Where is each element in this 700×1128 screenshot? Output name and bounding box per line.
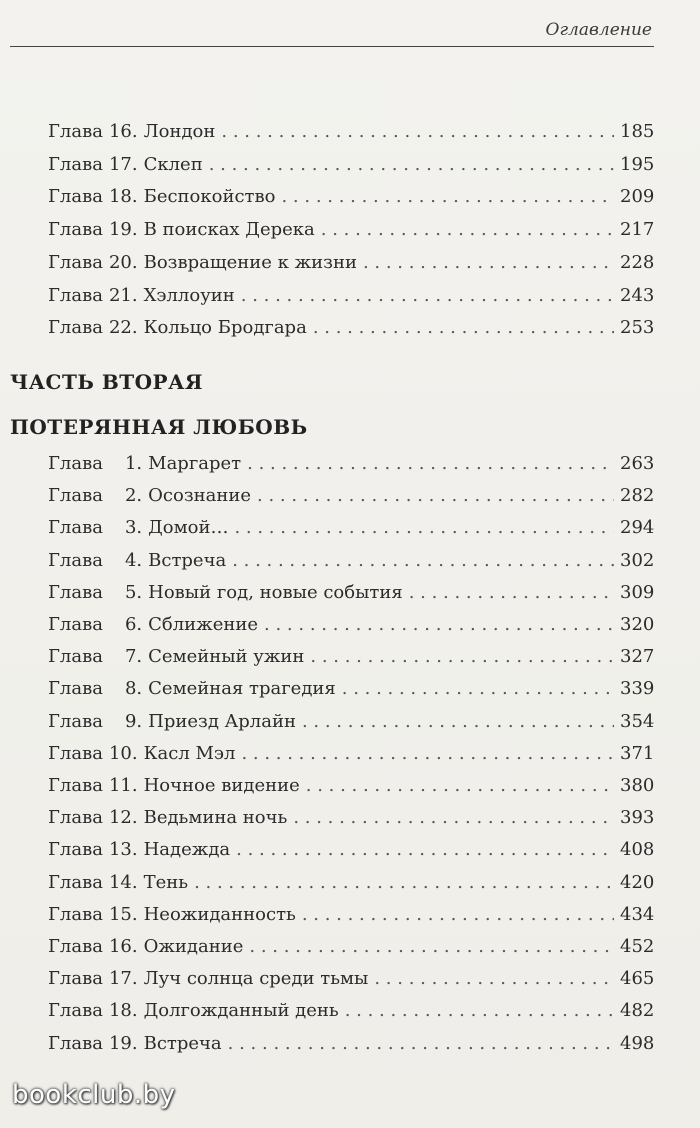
toc-entry [48,214,654,246]
leader-dots [257,480,614,512]
chapter-title [48,181,281,213]
chapter-name: Сближение [148,614,259,635]
page-number: 434 [620,903,655,925]
page-number: 294 [620,517,655,539]
chapter-word: Глава [48,549,103,571]
page-number: 408 [620,839,655,861]
chapter-word: Глава [48,251,103,273]
page-number: 327 [620,646,655,668]
chapter-title [48,995,345,1027]
leader-dots [345,995,614,1027]
chapter-name: Тень [143,871,189,893]
watermark-logo: bookclub.by [12,1080,176,1110]
chapter-name: Встреча [143,1032,222,1054]
chapter-number: 17. [108,968,138,990]
page-number: 482 [620,1000,655,1022]
chapter-word: Глава [48,968,103,990]
page-number: 339 [620,678,655,700]
chapter-title [48,802,293,834]
toc-entry [48,512,654,544]
page-number: 243 [620,284,655,306]
chapter-title [48,706,302,738]
page-number: 263 [620,453,655,474]
chapter-word: Глава [48,186,103,208]
chapter-title [48,280,241,312]
chapter-name: Возвращение к жизни [143,251,357,273]
chapter-word: Глава [48,121,103,142]
toc-entry [48,116,654,148]
chapter-number: 20. [108,251,138,273]
chapter-title [48,247,363,279]
page-number: 253 [620,317,655,339]
chapter-title [48,480,257,512]
chapter-word: Глава [48,936,103,957]
page-number: 420 [620,871,655,893]
chapter-number: 11. [108,775,138,796]
toc-entry [48,1028,654,1060]
chapter-name: Хэллоуин [143,284,235,306]
toc-entry [48,802,654,834]
chapter-number: 3. [124,517,143,539]
leader-dots [228,1028,614,1060]
leader-dots [281,181,614,213]
chapter-word: Глава [48,153,103,175]
chapter-name: Кольцо Бродгара [143,317,307,339]
chapter-name: Ведьмина ночь [143,807,288,829]
leader-dots [321,214,614,246]
toc-entry [48,867,654,899]
chapter-number: 13. [108,839,138,861]
page-number: 309 [620,581,655,603]
leader-dots [221,116,614,148]
chapter-number: 19. [108,219,138,241]
toc-entry [48,706,654,738]
page-number: 371 [620,742,655,764]
toc-entry [48,545,654,577]
chapter-name: Приезд Арлайн [148,710,296,732]
page-number: 465 [620,968,655,990]
toc-entry [48,738,654,770]
toc-entry [48,609,654,641]
chapter-word: Глава [48,775,103,796]
leader-dots [194,867,614,899]
toc-entry [48,931,654,963]
chapter-name: Встреча [148,549,227,571]
page-number: 380 [620,775,655,796]
toc-entry [48,280,654,312]
chapter-word: Глава [48,903,103,925]
toc-entry [48,963,654,995]
page-number: 302 [620,549,655,571]
page-number: 393 [620,807,655,829]
chapter-number: 16. [108,936,138,957]
header-rule [10,46,654,47]
toc-entry [48,480,654,512]
leader-dots [241,738,614,770]
toc-entry [48,247,654,279]
chapter-title [48,641,310,673]
toc-entry [48,673,654,705]
chapter-name: Новый год, новые события [148,581,403,603]
chapter-word: Глава [48,646,103,668]
chapter-number: 4. [124,549,143,571]
toc-entry [48,577,654,609]
chapter-number: 10. [108,742,138,764]
chapter-number: 14. [108,871,138,893]
part-two-heading-line2: ПОТЕРЯННАЯ ЛЮБОВЬ [10,415,308,439]
chapter-number: 16. [108,121,138,142]
chapter-title [48,931,249,963]
leader-dots [302,706,614,738]
chapter-number: 12. [108,807,138,829]
leader-dots [306,770,614,802]
leader-dots [310,641,614,673]
chapter-word: Глава [48,1000,103,1022]
chapter-name: Домой… [148,517,229,539]
toc-entry [48,448,654,480]
leader-dots [249,931,614,963]
chapter-word: Глава [48,678,103,700]
leader-dots [209,149,614,181]
page-number: 217 [620,219,655,241]
chapter-number: 19. [108,1032,138,1054]
chapter-title [48,673,342,705]
page-number: 185 [620,121,655,142]
chapter-title [48,963,374,995]
chapter-number: 6. [124,614,143,635]
page-number: 320 [620,614,655,635]
leader-dots [302,899,614,931]
chapter-title [48,1028,228,1060]
page-number: 498 [620,1032,655,1054]
chapter-number: 7. [124,646,143,668]
toc-entry [48,312,654,344]
chapter-number: 21. [108,284,138,306]
chapter-name: Неожиданность [143,903,296,925]
chapter-title [48,770,306,802]
chapter-name: Склеп [143,153,203,175]
toc-entry [48,899,654,931]
chapter-word: Глава [48,581,103,603]
leader-dots [247,448,614,480]
chapter-name: Беспокойство [143,186,276,208]
chapter-number: 18. [108,186,138,208]
leader-dots [409,577,614,609]
chapter-word: Глава [48,710,103,732]
chapter-word: Глава [48,284,103,306]
chapter-number: 18. [108,1000,138,1022]
chapter-word: Глава [48,1032,103,1054]
chapter-name: Осознание [148,485,252,507]
page-number: 228 [620,251,655,273]
toc-entry [48,181,654,213]
chapter-name: Долгожданный день [143,1000,339,1022]
chapter-title [48,834,236,866]
toc-entry [48,641,654,673]
leader-dots [232,545,614,577]
chapter-title [48,867,194,899]
chapter-word: Глава [48,871,103,893]
chapter-title [48,899,302,931]
chapter-name: Надежда [143,839,231,861]
leader-dots [241,280,614,312]
chapter-word: Глава [48,485,103,507]
running-head: Оглавление [545,20,652,40]
leader-dots [313,312,614,344]
chapter-title [48,149,209,181]
chapter-name: Маргарет [148,453,242,474]
chapter-word: Глава [48,453,103,474]
chapter-title [48,512,234,544]
chapter-title [48,448,247,480]
chapter-title [48,116,221,148]
chapter-title [48,609,264,641]
chapter-number: 1. [124,453,143,474]
chapter-number: 9. [124,710,143,732]
page-number: 209 [620,186,655,208]
chapter-title [48,545,232,577]
chapter-number: 15. [108,903,138,925]
chapter-word: Глава [48,807,103,829]
toc-entry [48,834,654,866]
leader-dots [234,512,614,544]
leader-dots [293,802,614,834]
chapter-title [48,214,321,246]
chapter-name: В поисках Дерека [143,219,315,241]
chapter-word: Глава [48,517,103,539]
leader-dots [374,963,614,995]
page-number: 282 [620,485,655,507]
page-number: 195 [620,153,655,175]
part-two-heading-line1: ЧАСТЬ ВТОРАЯ [10,370,203,394]
toc-entry [48,995,654,1027]
chapter-word: Глава [48,317,103,339]
chapter-name: Луч солнца среди тьмы [143,968,369,990]
leader-dots [264,609,614,641]
chapter-name: Семейный ужин [148,646,305,668]
toc-entry [48,770,654,802]
chapter-number: 2. [124,485,143,507]
chapter-name: Семейная трагедия [148,678,336,700]
chapter-number: 5. [124,581,143,603]
chapter-name: Лондон [143,121,216,142]
page-number: 354 [620,710,655,732]
chapter-title [48,312,313,344]
chapter-word: Глава [48,742,103,764]
chapter-number: 22. [108,317,138,339]
chapter-word: Глава [48,839,103,861]
leader-dots [342,673,614,705]
chapter-word: Глава [48,219,103,241]
chapter-name: Ожидание [143,936,244,957]
chapter-number: 8. [124,678,143,700]
toc-entry [48,149,654,181]
page-number: 452 [620,936,655,957]
chapter-name: Касл Мэл [143,742,236,764]
chapter-title [48,738,241,770]
chapter-number: 17. [108,153,138,175]
leader-dots [236,834,614,866]
leader-dots [363,247,614,279]
chapter-title [48,577,409,609]
chapter-word: Глава [48,614,103,635]
chapter-name: Ночное видение [143,775,300,796]
